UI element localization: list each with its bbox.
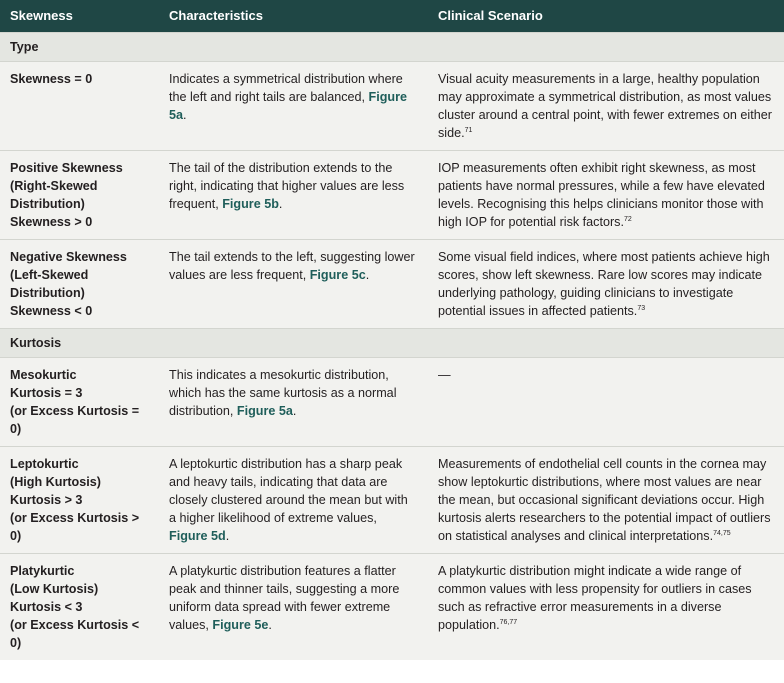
header-row bbox=[0, 0, 784, 33]
figure-reference-link[interactable]: Figure 5c bbox=[309, 268, 366, 282]
citation-reference: 74,75 bbox=[713, 529, 731, 537]
row-label-line: Kurtosis > 3 bbox=[10, 493, 83, 507]
row-label-line: Platykurtic bbox=[10, 564, 75, 578]
clinical-scenario-cell bbox=[428, 358, 784, 447]
clinical-scenario-text: Measurements of endothelial cell counts in the cornea may show leptokurtic distributions, where most values are near the mean, but occasional significant deviations occur. High kurtosis alerts researchers to the potential impact of outliers on statistical analyses and clinical interpretations. bbox=[438, 457, 771, 543]
figure-reference-link[interactable]: Figure 5d bbox=[169, 529, 226, 543]
row-label-line: Leptokurtic bbox=[10, 457, 79, 471]
row-label bbox=[0, 447, 159, 554]
citation-reference: 72 bbox=[623, 215, 632, 223]
section-row bbox=[0, 33, 784, 62]
row-label-line: Kurtosis < 3 bbox=[10, 600, 83, 614]
characteristics-end: . bbox=[365, 268, 370, 282]
row-label-line: Kurtosis = 3 bbox=[10, 386, 83, 400]
clinical-scenario-text: Visual acuity measurements in a large, healthy population may approximate a symmetrical distribution, as most values cluster around a central point, with fewer extremes on either side. bbox=[438, 72, 772, 140]
row-label-line: (High Kurtosis) bbox=[10, 475, 101, 489]
row-label bbox=[0, 554, 159, 661]
citation-reference: 71 bbox=[464, 126, 473, 134]
row-label-line: (or Excess Kurtosis = 0) bbox=[10, 404, 140, 436]
figure-reference-link[interactable]: Figure 5a bbox=[169, 90, 408, 122]
row-label bbox=[0, 151, 159, 240]
characteristics-end: . bbox=[268, 618, 272, 632]
clinical-scenario-text: — bbox=[438, 368, 451, 382]
row-label-line: Positive Skewness bbox=[10, 161, 123, 175]
table-row bbox=[0, 447, 784, 554]
row-label bbox=[0, 62, 159, 151]
header-clinical-scenario: Clinical Scenario bbox=[428, 0, 784, 33]
characteristics-cell bbox=[159, 62, 428, 151]
figure-reference-link[interactable]: Figure 5b bbox=[222, 197, 279, 211]
citation-reference: 76,77 bbox=[499, 618, 518, 626]
row-label-line: Mesokurtic bbox=[10, 368, 77, 382]
table-row bbox=[0, 554, 784, 661]
clinical-scenario-text: A platykurtic distribution might indicate a wide range of common values with less propensity for outliers in cases such as refractive error measurements in a diverse population. bbox=[438, 564, 752, 632]
characteristics-cell bbox=[159, 447, 428, 554]
row-label-line: Distribution) bbox=[10, 197, 85, 211]
row-label-line: (Right-Skewed bbox=[10, 179, 98, 193]
characteristics-text: The tail extends to the left, suggesting lower values are less frequent, bbox=[169, 250, 415, 282]
section-title: Kurtosis bbox=[0, 329, 784, 358]
characteristics-end: . bbox=[183, 108, 187, 122]
clinical-scenario-text: IOP measurements often exhibit right skewness, as most patients have normal pressures, while a few have elevated levels. Recognising this helps clinicians monitor those with high IOP for potential risk factors. bbox=[438, 161, 765, 229]
characteristics-end: . bbox=[225, 529, 230, 543]
row-label-line: (Low Kurtosis) bbox=[10, 582, 99, 596]
row-label-line: (or Excess Kurtosis > 0) bbox=[10, 511, 140, 543]
characteristics-text: Indicates a symmetrical distribution where the left and right tails are balanced, bbox=[169, 72, 403, 104]
row-label-line: (Left-Skewed bbox=[10, 268, 89, 282]
table-row bbox=[0, 358, 784, 447]
characteristics-cell bbox=[159, 240, 428, 329]
row-label-line: Skewness < 0 bbox=[10, 304, 93, 318]
citation-reference: 73 bbox=[637, 304, 646, 312]
clinical-scenario-cell bbox=[428, 151, 784, 240]
header-characteristics: Characteristics bbox=[159, 0, 428, 33]
row-label-line: (or Excess Kurtosis < 0) bbox=[10, 618, 140, 650]
clinical-scenario-cell bbox=[428, 447, 784, 554]
section-title: Type bbox=[0, 33, 784, 62]
row-label-line: Distribution) bbox=[10, 286, 85, 300]
row-label-line: Negative Skewness bbox=[10, 250, 127, 264]
clinical-scenario-cell bbox=[428, 240, 784, 329]
row-label bbox=[0, 358, 159, 447]
table-row bbox=[0, 151, 784, 240]
characteristics-end: . bbox=[278, 197, 283, 211]
characteristics-text: The tail of the distribution extends to the right, indicating that higher values are less frequent, bbox=[169, 161, 405, 211]
clinical-scenario-text: Some visual field indices, where most patients achieve high scores, show left skewness. Rare low scores may indicate underlying pathology, guiding clinicians to investigate potential issues in affected patients. bbox=[438, 250, 770, 318]
characteristics-text: A platykurtic distribution features a flatter peak and thinner tails, suggesting a more uniform data spread with fewer extreme values, bbox=[169, 564, 400, 632]
figure-reference-link[interactable]: Figure 5e bbox=[212, 618, 269, 632]
table-row bbox=[0, 62, 784, 151]
characteristics-cell bbox=[159, 554, 428, 661]
table-body bbox=[0, 33, 784, 661]
header-skewness: Skewness bbox=[0, 0, 159, 33]
clinical-scenario-cell bbox=[428, 554, 784, 661]
row-label-line: Skewness > 0 bbox=[10, 215, 93, 229]
figure-reference-link[interactable]: Figure 5a bbox=[236, 404, 293, 418]
characteristics-end: . bbox=[292, 404, 297, 418]
table-row bbox=[0, 240, 784, 329]
characteristics-text: This indicates a mesokurtic distribution, which has the same kurtosis as a normal distribution, bbox=[169, 368, 397, 418]
clinical-scenario-cell bbox=[428, 62, 784, 151]
characteristics-cell bbox=[159, 151, 428, 240]
characteristics-text: A leptokurtic distribution has a sharp peak and heavy tails, indicating that data are closely clustered around the mean but with a higher likelihood of extreme values, bbox=[169, 457, 408, 525]
characteristics-cell bbox=[159, 358, 428, 447]
row-label-line: Skewness = 0 bbox=[10, 72, 93, 86]
section-row bbox=[0, 329, 784, 358]
row-label bbox=[0, 240, 159, 329]
